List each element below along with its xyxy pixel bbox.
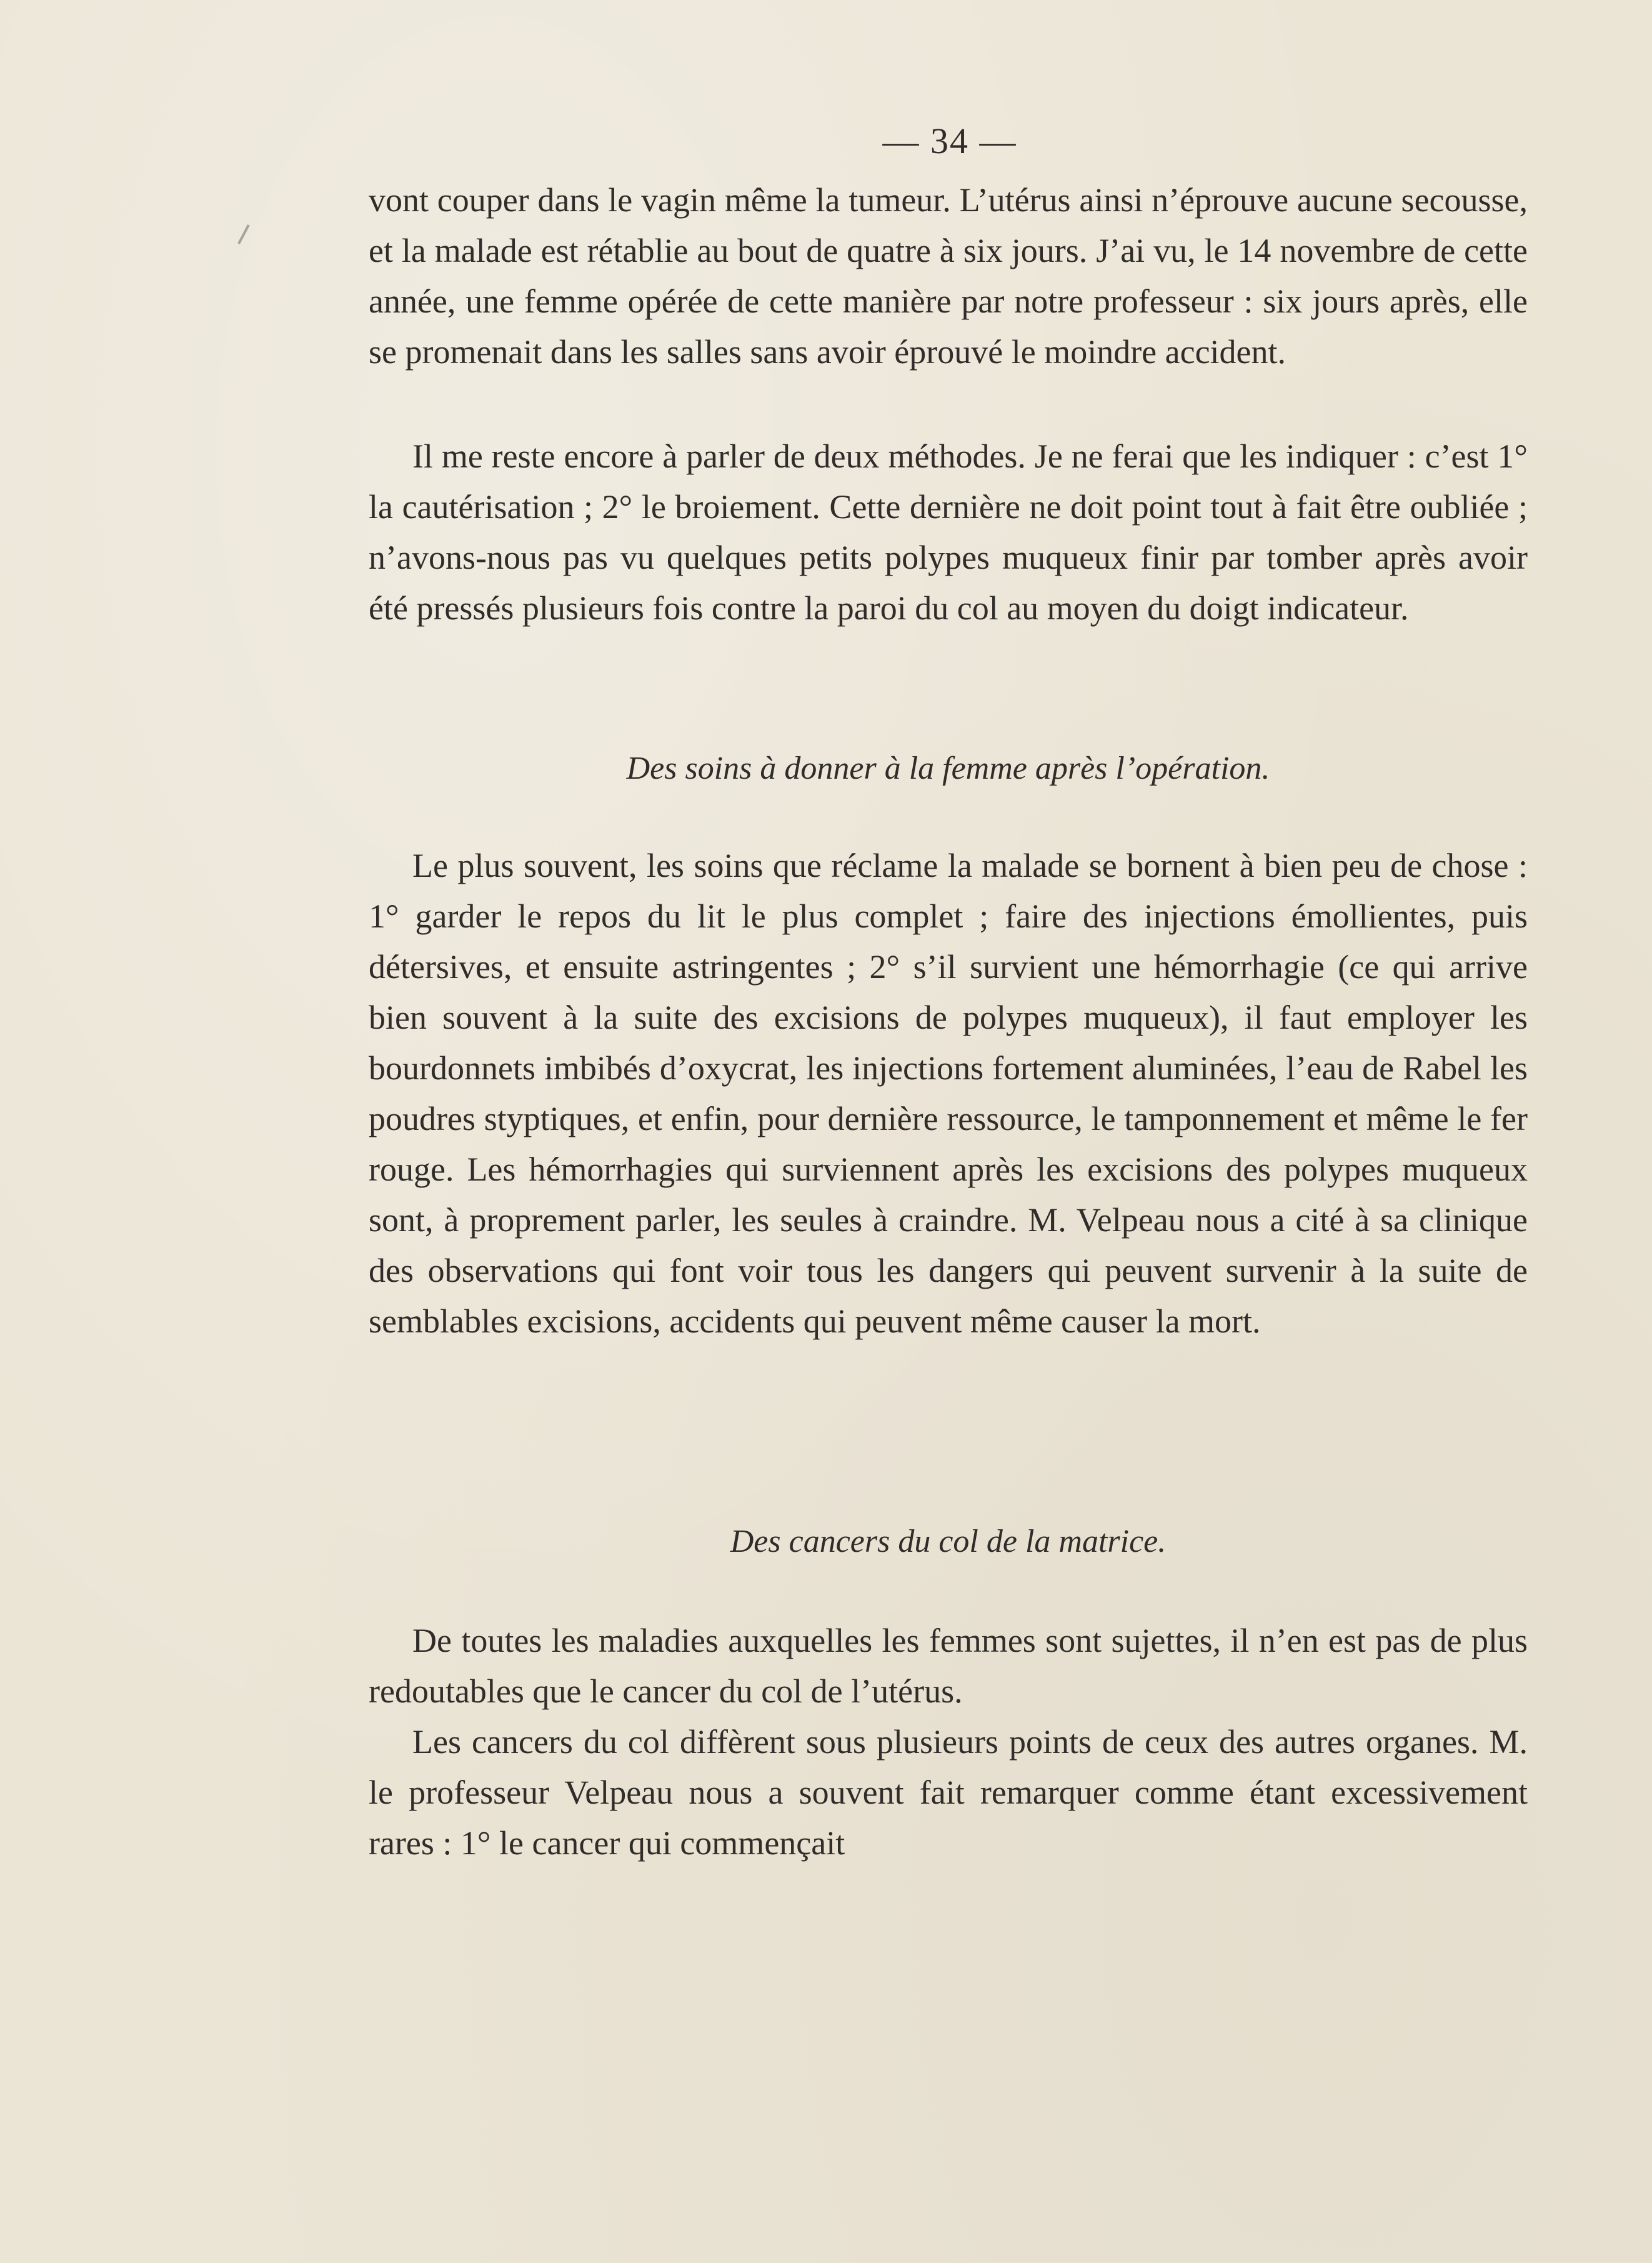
paragraph-4: De toutes les maladies auxquelles les femmes sont sujettes, il n’en est pas de plus redoutables que le cancer du col de l’utérus. [369, 1622, 1528, 1710]
paragraph-continuation [369, 175, 1528, 377]
paragraph-care-details [369, 841, 1528, 1347]
paragraph-5: Les cancers du col diffèrent sous plusieurs points de ceux des autres organes. M. le professeur Velpeau nous a souvent fait remarquer comme étant excessivement rares : 1° le cancer qui commençait [369, 1723, 1528, 1862]
paragraph-1: vont couper dans le vagin même la tumeur. L’utérus ainsi n’éprouve aucune secousse, et la malade est rétablie au bout de quatre à six jours. J’ai vu, le 14 novembre de cette année, une femme opérée de cette manière par notre professeur : six jours après, elle se promenait dans les salles sans avoir éprouvé le moindre accident. [369, 181, 1528, 371]
section-heading-care: Des soins à donner à la femme après l’opération. [626, 751, 1270, 786]
paragraph-2: Il me reste encore à parler de deux méthodes. Je ne ferai que les indiquer : c’est 1° la cautérisation ; 2° le broiement. Cette dernière ne doit point tout à fait être oubliée ; n’avons-nous pas vu quelques petits polypes muqueux finir par tomber après avoir été pressés plusieurs fois contre la paroi du col au moyen du doigt indicateur. [369, 437, 1528, 627]
paragraph-methods [369, 431, 1528, 634]
paragraph-cancers-intro [369, 1616, 1528, 1717]
paragraph-3: Le plus souvent, les soins que réclame la malade se bornent à bien peu de chose : 1° garder le repos du lit le plus complet ; faire des injections émollientes, puis détersives, et ensuite astringentes ; 2° s’il survient une hémorrhagie (ce qui arrive bien souvent à la suite des excisions de polypes muqueux), il faut employer les bourdonnets imbibés d’oxycrat, les injections fortement aluminées, l’eau de Rabel les poudres styptiques, et enfin, pour dernière ressource, le tamponnement et même le fer rouge. Les hémorrhagies qui surviennent après les excisions des polypes muqueux sont, à proprement parler, les seules à craindre. M. Velpeau nous a cité à sa clinique des observations qui font voir tous les dangers qui peuvent survenir à la suite de semblables excisions, accidents qui peuvent même causer la mort. [369, 847, 1528, 1340]
paragraph-cancers-differences [369, 1717, 1528, 1869]
section-heading-cancers: Des cancers du col de la matrice. [730, 1524, 1167, 1559]
margin-mark [237, 224, 249, 244]
page-number: — 34 — [882, 121, 1017, 161]
